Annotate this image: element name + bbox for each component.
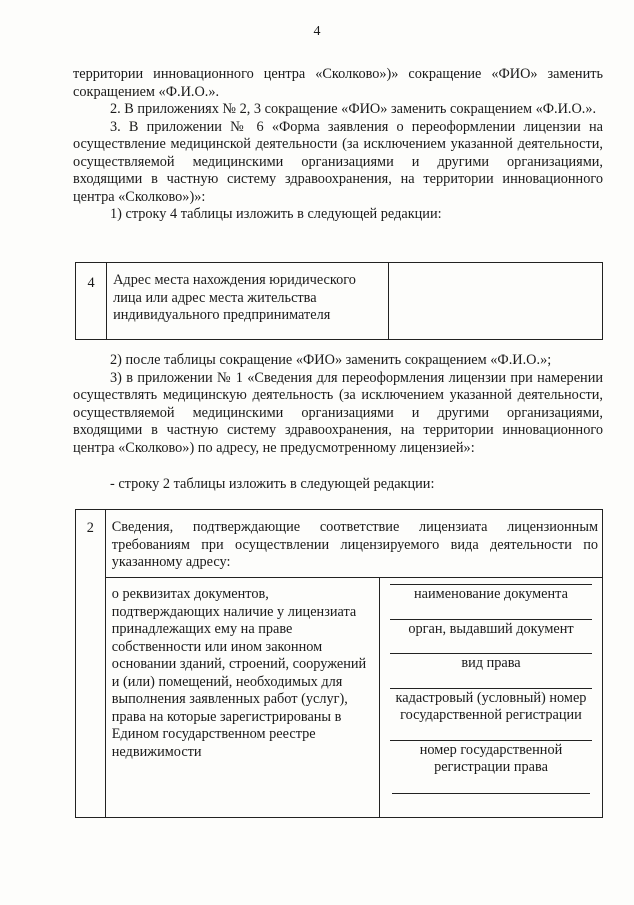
table-row-4 [75, 262, 603, 340]
paragraph: 3. В приложении № 6 «Форма заявления о переоформлении лицензии на осуществление медицинской деятельности (за исключением указанной деятельности, осуществляемой медицинскими организациями и другими организациями, входящими в частную систему здравоохранения, на территории инновационного центра «Сколково»)»: [73, 118, 603, 205]
row-description: о реквизитах документов, подтверждающих наличие у лицензиата принадлежащих ему на праве собственности или ином законном основании зданий, строений, сооружений и (или) помещений, необходимых для выполнения заявленных работ (услуг), права на которые зарегистрированы в Едином государственном реестре недвижимости [105, 578, 379, 818]
table2-intro: - строку 2 таблицы изложить в следующей редакции: [110, 476, 435, 492]
paragraph: 1) строку 4 таблицы изложить в следующей редакции: [110, 206, 442, 222]
blank-line [390, 653, 592, 654]
blank-line [390, 619, 592, 620]
field-caption: орган, выдавший документ [408, 620, 574, 637]
field-caption-block [388, 619, 594, 652]
field-caption-block [388, 740, 594, 791]
page-number: 4 [313, 24, 321, 39]
blank-line [390, 740, 592, 741]
field-caption: номер государственной регистрации права [419, 741, 563, 775]
row-label: Адрес места нахождения юридического лица или адрес места жительства индивидуального предпринимателя [107, 263, 389, 340]
row-number: 4 [76, 263, 107, 340]
row-header: Сведения, подтверждающие соответствие лицензиата лицензионным требованиям при осуществлении лицензируемого вида деятельности по указанному адресу: [105, 510, 602, 578]
field-caption-block [388, 584, 594, 617]
body-text-top [73, 66, 603, 224]
field-caption: вид права [461, 655, 521, 671]
row-value-cell [389, 263, 603, 340]
field-caption: кадастровый (условный) номер государственной регистрации [395, 689, 587, 723]
requisites-fields [379, 578, 602, 818]
blank-line [390, 584, 592, 585]
paragraph: 2. В приложениях № 2, 3 сокращение «ФИО» заменить сокращением «Ф.И.О.». [110, 101, 597, 117]
field-caption: наименование документа [414, 586, 568, 602]
blank-line [390, 688, 592, 689]
paragraph: 3) в приложении № 1 «Сведения для переоформления лицензии при намерении осуществлять медицинскую деятельность (за исключением указанной деятельности, осуществляемой медицинскими организациями и другими организациями, входящими в частную систему здравоохранения, на территории инновационного центра «Сколково») по адресу, не предусмотренному лицензией»: [73, 369, 603, 456]
row-number: 2 [76, 510, 106, 818]
table-row-2 [75, 509, 603, 818]
blank-line [392, 793, 590, 794]
paragraph: территории инновационного центра «Сколково»)» сокращение «ФИО» заменить сокращением «Ф.И.О.». [73, 66, 603, 100]
field-caption-block [388, 688, 594, 738]
body-text-middle [73, 352, 603, 457]
paragraph: 2) после таблицы сокращение «ФИО» заменить сокращением «Ф.И.О.»; [110, 352, 552, 368]
field-caption-block [388, 653, 594, 686]
